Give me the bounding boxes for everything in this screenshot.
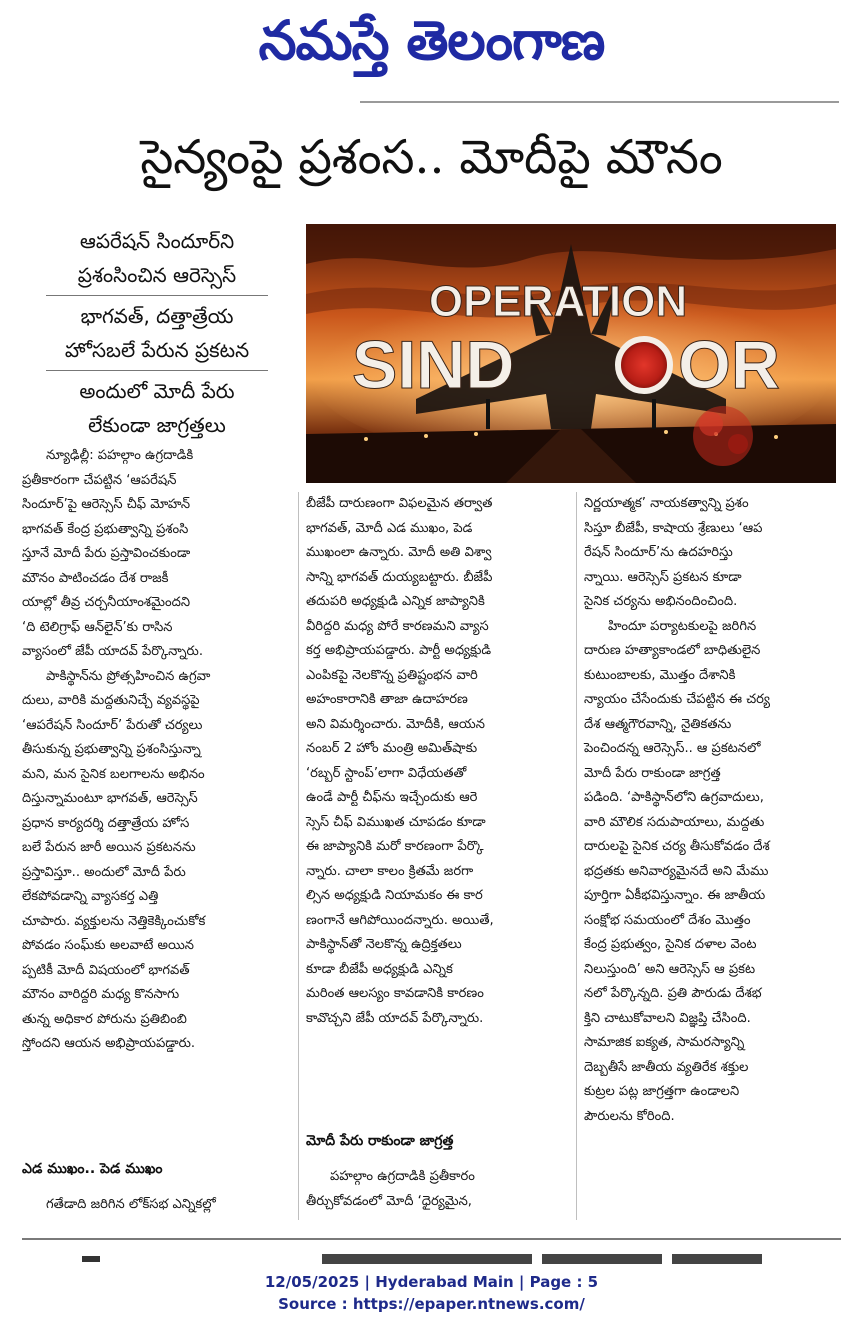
body-line: ల్సిన అధ్యక్షుడి నియామకం ఈ కార	[306, 888, 483, 903]
body-line: సాన్ని భాగవత్ దుయ్యబట్టారు. బీజేపీ	[306, 569, 493, 585]
subheadline-line: ఆపరేషన్ సిందూర్‌ని	[79, 229, 235, 253]
footer-source-link[interactable]: Source : https://epaper.ntnews.com/	[278, 1295, 585, 1313]
body-line: ఎంపికపై నెలకొన్న ప్రతిష్టంభన వారి	[306, 667, 478, 683]
subheadline-line: హోసబలే పేరున ప్రకటన	[64, 338, 250, 362]
body-line: నలో పేర్కొన్నది. ప్రతి పౌరుడు దేశభ	[584, 986, 762, 1001]
subheadline-line: అందులో మోదీ పేరు	[79, 379, 235, 403]
body-line: స్తోందని ఆయన అభిప్రాయపడ్డారు.	[22, 1036, 196, 1051]
body-line: పోవడం సంఘ్‌కు అలవాటే అయిన	[22, 938, 194, 953]
subheadline-line: ప్రశంసించిన ఆరెస్సెస్	[77, 263, 237, 287]
article-column-3	[584, 492, 846, 1129]
body-line: పడింది. ‘పాకిస్థాన్‌లోని ఉగ్రవాదులు,	[584, 790, 764, 805]
body-line: వ్యాసంలో జేపీ యాదవ్ పేర్కొన్నారు.	[22, 644, 203, 659]
sindoor-bowl-icon	[618, 339, 670, 391]
body-line: పాకిస్థాన్‌తో నెలకొన్న ఉద్రిక్తతలు	[306, 937, 462, 952]
body-line: న్నాయి. ఆరెస్సెస్ ప్రకటన కూడా	[584, 569, 742, 585]
body-line: పెంచిందన్న ఆరెస్సెస్.. ఆ ప్రకటనలో	[584, 741, 761, 756]
subheadline-line: భాగవత్, దత్తాత్రేయ	[80, 304, 234, 328]
body-line: స్తూనే మోదీ పేరు ప్రస్తావించకుండా	[22, 546, 191, 561]
masthead-logo: నమస్తే తెలంగాణ	[258, 9, 605, 72]
body-line: ‘రబ్బర్ స్టాంప్’లాగా విధేయతతో	[306, 765, 467, 781]
body-line: తున్న అధికార పోరును ప్రతిబింబి	[22, 1011, 187, 1027]
body-line: కర్త అభిప్రాయపడ్డారు. పార్టీ అధ్యక్షుడి	[306, 643, 492, 658]
photo-title-operation: OPERATION	[428, 277, 688, 326]
column-divider	[298, 492, 299, 1220]
body-line: మని, మన సైనిక బలగాలను అభినం	[22, 766, 205, 782]
body-line: ముఖంలా ఉన్నారు. మోదీ అతి విశ్వా	[306, 545, 492, 560]
body-line: నిలుస్తుంది’ అని ఆరెస్సెస్ ఆ ప్రకట	[584, 961, 756, 977]
body-line: క్తిని చాటుకోవాలని విజ్ఞప్తి చేసింది.	[584, 1010, 751, 1026]
body-line: మరింత ఆలస్యం కావడానికి కారణం	[306, 986, 484, 1001]
headline: సైన్యంపై ప్రశంస.. మోదీపై మౌనం	[140, 130, 723, 185]
body-line: ప్రతీకారంగా చేపట్టిన ‘ఆపరేషన్	[22, 472, 177, 488]
body-line: దారులపై సైనిక చర్య తీసుకోవడం దేశ	[584, 839, 770, 854]
body-line: ప్రస్తావిస్తూ.. అందులో మోదీ పేరు	[22, 864, 186, 880]
body-line: చూపారు. వ్యక్తులను నెత్తికెక్కించుకోక	[22, 913, 206, 929]
body-line: నంబర్ 2 హోం మంత్రి అమిత్‌షాకు	[306, 741, 478, 756]
body-line: దిస్తున్నామంటూ భాగవత్, ఆరెస్సెస్	[22, 791, 198, 806]
body-line: కేంద్ర ప్రభుత్వం, సైనిక దళాల వెంట	[584, 937, 757, 952]
body-line: ‘ది టెలిగ్రాఫ్ ఆన్‌లైన్’కు రాసిన	[22, 619, 173, 635]
body-line: భాగవత్, మోదీ ఎడ ముఖం, పెడ	[306, 520, 473, 536]
body-line: కూడా బీజేపీ అధ్యక్షుడి ఎన్నిక	[306, 961, 453, 977]
body-line: దులు, వారికి మద్దతునిచ్చే వ్యవస్థపై	[22, 693, 200, 708]
body-line: హిందూ పర్యాటకులపై జరిగిన	[608, 618, 757, 634]
body-line: సిస్తూ బీజేపీ, కాషాయ శ్రేణులు ‘ఆప	[584, 520, 763, 536]
operation-sindoor-photo	[306, 224, 836, 483]
body-line: గతేడాది జరిగిన లోక్‌సభ ఎన్నికల్లో	[46, 1197, 216, 1212]
subheadline-line: లేకుండా జాగ్రత్తలు	[88, 413, 226, 437]
masthead-rule	[360, 101, 839, 103]
body-line: కుటుంబాలకు, మొత్తం దేశానికి	[584, 667, 736, 683]
body-line: నిర్ణయాత్మక’ నాయకత్వాన్ని ప్రశం	[584, 496, 749, 511]
body-line: ఈ జాప్యానికి మరో కారణంగా పేర్కొ	[306, 839, 484, 854]
body-line: తీసుకున్న ప్రభుత్వాన్ని ప్రశంసిస్తున్నా	[22, 742, 201, 757]
body-line: ఉండే పార్టీ చీఫ్‌ను ఇచ్చేందుకు ఆరె	[306, 790, 478, 805]
column-2-tail	[306, 1165, 568, 1214]
next-article-cut-strip	[22, 1250, 841, 1266]
body-line: న్యాయం చేసేందుకు చేపట్టిన ఈ చర్య	[584, 692, 770, 707]
body-line: అహంకారానికి తాజా ఉదాహరణ	[306, 692, 468, 707]
body-line: లేకపోవడాన్ని వ్యాసకర్త ఎత్తి	[22, 889, 159, 904]
body-line: బలే పేరున జారీ అయిన ప్రకటనను	[22, 840, 196, 855]
subheadline-divider	[46, 370, 268, 371]
body-line: బీజేపీ దారుణంగా విఫలమైన తర్వాత	[306, 496, 493, 511]
footer-edition-info: 12/05/2025 | Hyderabad Main | Page : 5	[264, 1273, 599, 1291]
body-line: భాగవత్ కేంద్ర ప్రభుత్వాన్ని ప్రశంసి	[22, 521, 189, 537]
body-line: యాల్లో తీవ్ర చర్చనీయాంశమైందని	[22, 595, 191, 610]
column-1-tail	[22, 1193, 292, 1218]
column-1-subhead: ఎడ ముఖం.. పెడ ముఖం	[22, 1161, 163, 1177]
body-line: కావొచ్చని జేపీ యాదవ్ పేర్కొన్నారు.	[306, 1010, 484, 1026]
body-line: సిందూర్’పై ఆరెస్సెస్ చీఫ్ మోహన్	[22, 497, 191, 512]
body-line: ప్పటికీ మోదీ విషయంలో భాగవత్	[22, 962, 190, 978]
photo-title-or: OR	[678, 327, 780, 403]
body-line: పహల్గాం ఉగ్రదాడికి ప్రతీకారం	[330, 1169, 475, 1184]
body-line: స్సెస్ చీఫ్ విముఖత చూపడం కూడా	[306, 814, 486, 830]
body-line: తీర్చుకోవడంలో మోదీ ‘ధైర్యమైన,	[306, 1193, 472, 1209]
column-2-subhead: మోదీ పేరు రాకుండా జాగ్రత్త	[306, 1133, 454, 1149]
body-line: ప్రధాన కార్యదర్శి దత్తాత్రేయ హోస	[22, 815, 190, 831]
body-line: సామాజిక ఐక్యత, సామరస్యాన్ని	[584, 1035, 745, 1050]
body-line: దెబ్బతీసే జాతీయ వ్యతిరేక శక్తుల	[584, 1059, 749, 1075]
body-line: సైనిక చర్యను అభినందించింది.	[584, 594, 738, 609]
body-line: దేశ ఆత్మగౌరవాన్ని, నైతికతను	[584, 716, 732, 732]
article-column-1	[22, 444, 292, 1057]
subheadline-box	[22, 224, 292, 442]
article-column-2	[306, 492, 568, 1031]
subheadline-divider	[46, 295, 268, 296]
body-line: భద్రతకు అనివార్యమైనదే అని మేము	[584, 863, 769, 879]
body-line: మౌనం పాటించడం దేశ రాజకీ	[22, 570, 169, 586]
body-line: పూర్తిగా ఏకీభవిస్తున్నాం. ఈ జాతీయ	[584, 888, 766, 903]
body-line: పౌరులను కోరింది.	[584, 1108, 675, 1124]
body-line: సంక్షోభ సమయంలో దేశం మొత్తం	[584, 912, 751, 928]
body-line: రేషన్ సిందూర్’ను ఉదహరిస్తు	[584, 545, 733, 560]
body-line: న్యూఢిల్లీ: పహల్గాం ఉగ్రదాడికి	[46, 448, 194, 463]
body-line: న్నారు. చాలా కాలం క్రితమే జరగా	[306, 863, 474, 879]
photo-title-sind: SIND	[352, 327, 515, 403]
body-line: ణంగానే ఆగిపోయిందన్నారు. అయితే,	[306, 912, 494, 928]
body-line: అని విమర్శించారు. మోదీకి, ఆయన	[306, 716, 485, 732]
body-line: పాకిస్థాన్‌ను ప్రోత్సహించిన ఉగ్రవా	[46, 668, 211, 684]
body-line: దారుణ హత్యాకాండలో బాధితులైన	[584, 643, 761, 658]
body-line: ‘ఆపరేషన్ సిందూర్’ పేరుతో చర్యలు	[22, 717, 203, 733]
page-bottom-rule	[22, 1238, 841, 1240]
body-line: మోదీ పేరు రాకుండా జాగ్రత్త	[584, 765, 721, 781]
column-divider	[576, 492, 577, 1220]
body-line: తదుపరి అధ్యక్షుడి ఎన్నిక జాప్యానికి	[306, 594, 485, 609]
body-line: మౌనం వారిద్దరి మధ్య కొనసాగు	[22, 987, 180, 1002]
body-line: వారి మౌలిక సదుపాయాలు, మద్దతు	[584, 814, 765, 830]
body-line: వీరిద్దరి మధ్య పోరే కారణమని వ్యాస	[306, 618, 489, 634]
body-line: కుట్రల పట్ల జాగ్రత్తగా ఉండాలని	[584, 1084, 740, 1099]
